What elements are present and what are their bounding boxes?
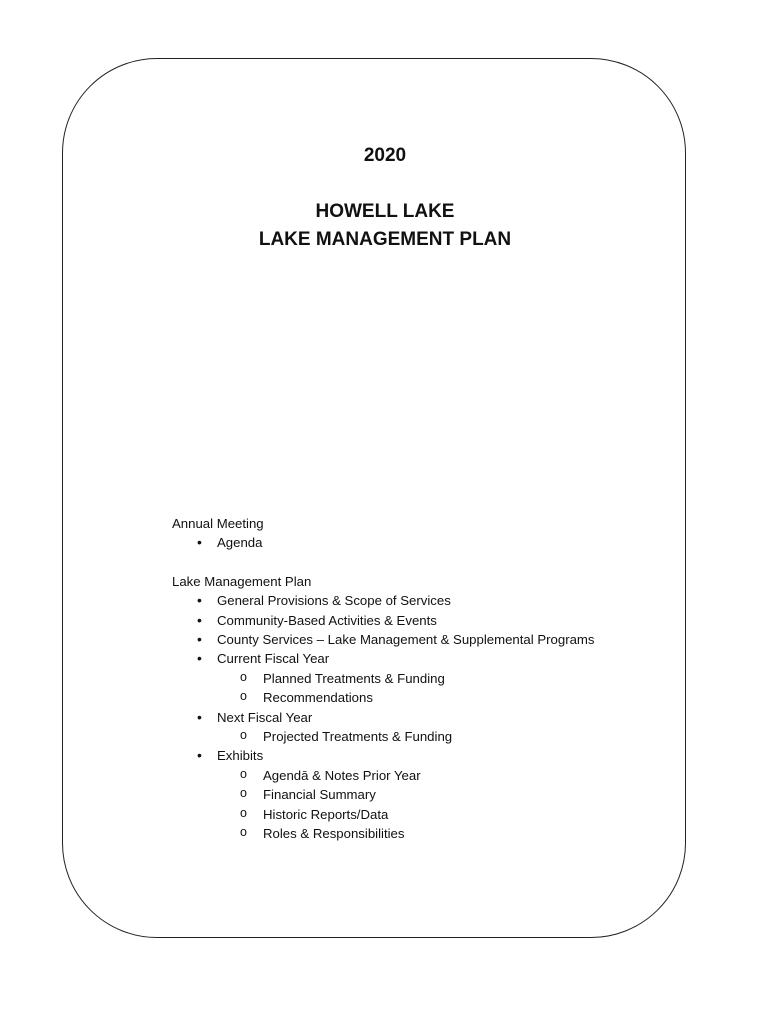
lake-name: HOWELL LAKE (315, 201, 455, 222)
list-item: • Agenda (172, 533, 595, 552)
list-item: • Community-Based Activities & Events (172, 611, 595, 630)
lake-management-plan-list (172, 591, 595, 843)
list-item: • Exhibits (172, 746, 595, 765)
sub-list-item: o Projected Treatments & Funding (172, 727, 595, 746)
section-heading-annual-meeting: Annual Meeting (172, 516, 264, 531)
list-item: • Current Fiscal Year (172, 649, 595, 668)
plan-title: LAKE MANAGEMENT PLAN (258, 229, 512, 250)
list-item: • Next Fiscal Year (172, 708, 595, 727)
sub-list-item: o Planned Treatments & Funding (172, 669, 595, 688)
section-heading-lake-management-plan: Lake Management Plan (172, 573, 312, 589)
sub-list-item: o Historic Reports/Data (172, 805, 595, 824)
sub-list-item: o Roles & Responsibilities (172, 824, 595, 843)
list-item: • County Services – Lake Management & Supplemental Programs (172, 630, 595, 649)
list-item: • General Provisions & Scope of Services (172, 591, 595, 610)
document-year: 2020 (363, 145, 407, 166)
table-of-contents (172, 514, 595, 844)
sub-list-item: o Agendā & Notes Prior Year (172, 766, 595, 785)
sub-list-item: o Financial Summary (172, 785, 595, 804)
sub-list-item: o Recommendations (172, 688, 595, 707)
annual-meeting-list (172, 533, 595, 552)
